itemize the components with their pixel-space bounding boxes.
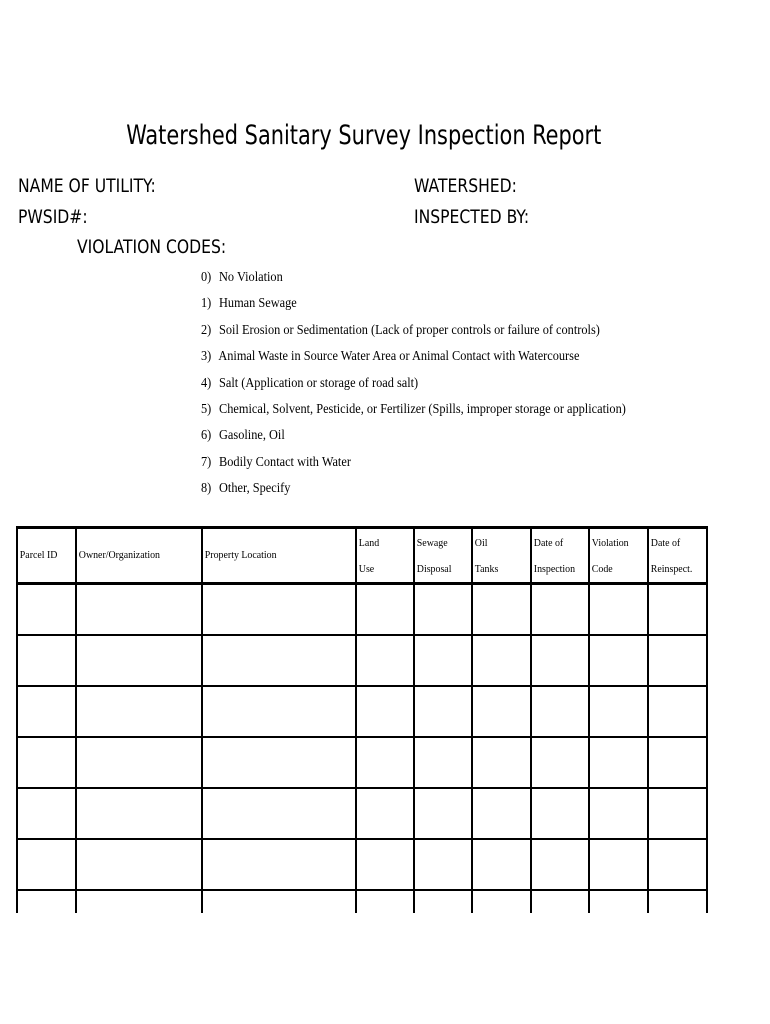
header-date-of-reinspect: Date of Reinspect. [648,528,707,584]
table-cell[interactable] [589,890,648,913]
violation-code-text: Salt (Application or storage of road salt) [219,375,419,391]
table-cell[interactable] [17,584,76,636]
table-cell[interactable] [356,788,414,839]
violation-code-number: 2) [201,322,212,338]
table-cell[interactable] [414,686,472,737]
table-cell[interactable] [531,584,589,636]
table-cell[interactable] [648,890,707,913]
violation-code-number: 6) [201,428,212,444]
table-cell[interactable] [356,584,414,636]
table-cell[interactable] [472,686,531,737]
violation-code-item [201,294,626,320]
violation-code-text: Gasoline, Oil [219,428,285,444]
table-cell[interactable] [531,737,589,788]
header-date-of-inspection: Date of Inspection [531,528,589,584]
table-row [17,788,707,839]
table-row [17,584,707,636]
violation-code-number: 5) [201,401,212,417]
table-row [17,839,707,890]
violation-code-text: Other, Specify [219,481,291,497]
violation-code-item [201,479,626,505]
violation-code-number: 3) [201,349,212,365]
table-cell[interactable] [648,788,707,839]
inspected-by-label: INSPECTED BY: [414,206,530,228]
table-cell[interactable] [202,584,356,636]
violation-code-number: 7) [201,454,212,470]
header-parcel-id: Parcel ID [17,528,76,584]
table-header-row [17,528,707,584]
table-cell[interactable] [472,737,531,788]
table-cell[interactable] [17,635,76,686]
table-cell[interactable] [202,839,356,890]
table-cell[interactable] [648,737,707,788]
table-cell[interactable] [589,584,648,636]
table-cell[interactable] [356,839,414,890]
table-cell[interactable] [648,839,707,890]
table-cell[interactable] [531,890,589,913]
table-cell[interactable] [356,890,414,913]
violation-code-item [201,268,626,294]
table-cell[interactable] [472,788,531,839]
table-cell[interactable] [17,839,76,890]
table-cell[interactable] [414,737,472,788]
table-cell[interactable] [589,737,648,788]
table-cell[interactable] [414,584,472,636]
table-cell[interactable] [414,635,472,686]
table-cell[interactable] [414,890,472,913]
inspection-table [16,526,708,913]
header-oil-tanks: Oil Tanks [472,528,531,584]
violation-code-item [201,426,626,452]
table-cell[interactable] [17,890,76,913]
violation-code-text: Animal Waste in Source Water Area or Animal Contact with Watercourse [218,349,580,365]
table-cell[interactable] [202,635,356,686]
violation-code-number: 8) [201,481,212,497]
table-cell[interactable] [202,890,356,913]
header-land-use: Land Use [356,528,414,584]
table-cell[interactable] [648,686,707,737]
table-cell[interactable] [76,584,202,636]
table-cell[interactable] [202,686,356,737]
table-cell[interactable] [531,635,589,686]
table-cell[interactable] [589,635,648,686]
table-cell[interactable] [531,839,589,890]
violation-code-item [201,374,626,400]
table-cell[interactable] [414,839,472,890]
table-cell[interactable] [202,737,356,788]
violation-code-text: No Violation [219,270,283,285]
table-cell[interactable] [76,890,202,913]
table-cell[interactable] [76,788,202,839]
table-cell[interactable] [472,839,531,890]
table-cell[interactable] [76,737,202,788]
table-cell[interactable] [356,686,414,737]
table-cell[interactable] [356,737,414,788]
watershed-label: WATERSHED: [414,175,517,197]
page-title: Watershed Sanitary Survey Inspection Report [126,120,602,151]
table-cell[interactable] [589,686,648,737]
violation-codes-list [201,268,626,506]
table-row [17,737,707,788]
table-cell[interactable] [202,788,356,839]
violation-code-text: Soil Erosion or Sedimentation (Lack of proper controls or failure of controls) [219,322,600,338]
name-of-utility-label: NAME OF UTILITY: [18,175,156,197]
table-cell[interactable] [472,584,531,636]
header-owner-organization: Owner/Organization [76,528,202,584]
violation-code-item [201,347,626,373]
violation-code-number: 1) [201,296,212,312]
table-cell[interactable] [76,686,202,737]
table-cell[interactable] [472,890,531,913]
table-cell[interactable] [648,584,707,636]
table-cell[interactable] [76,839,202,890]
table-cell[interactable] [17,737,76,788]
table-cell[interactable] [472,635,531,686]
pwsid-label: PWSID#: [18,206,88,228]
table-cell[interactable] [648,635,707,686]
violation-code-number: 4) [201,375,212,391]
violation-code-text: Chemical, Solvent, Pesticide, or Fertilizer (Spills, improper storage or application) [219,401,626,417]
violation-code-text: Human Sewage [219,296,297,312]
table-cell[interactable] [531,686,589,737]
table-cell[interactable] [589,788,648,839]
header-property-location: Property Location [202,528,356,584]
violation-code-text: Bodily Contact with Water [219,454,351,470]
header-violation-code: Violation Code [589,528,648,584]
table-cell[interactable] [356,635,414,686]
table-row [17,890,707,913]
table-cell[interactable] [414,788,472,839]
header-sewage-disposal: Sewage Disposal [414,528,472,584]
table-row [17,635,707,686]
table-cell[interactable] [17,686,76,737]
table-cell[interactable] [589,839,648,890]
table-cell[interactable] [76,635,202,686]
table-cell[interactable] [17,788,76,839]
violation-codes-label: VIOLATION CODES: [77,236,227,258]
violation-code-number: 0) [201,270,212,285]
violation-code-item [201,453,626,479]
violation-code-item [201,321,626,347]
table-cell[interactable] [531,788,589,839]
violation-code-item [201,400,626,426]
table-row [17,686,707,737]
